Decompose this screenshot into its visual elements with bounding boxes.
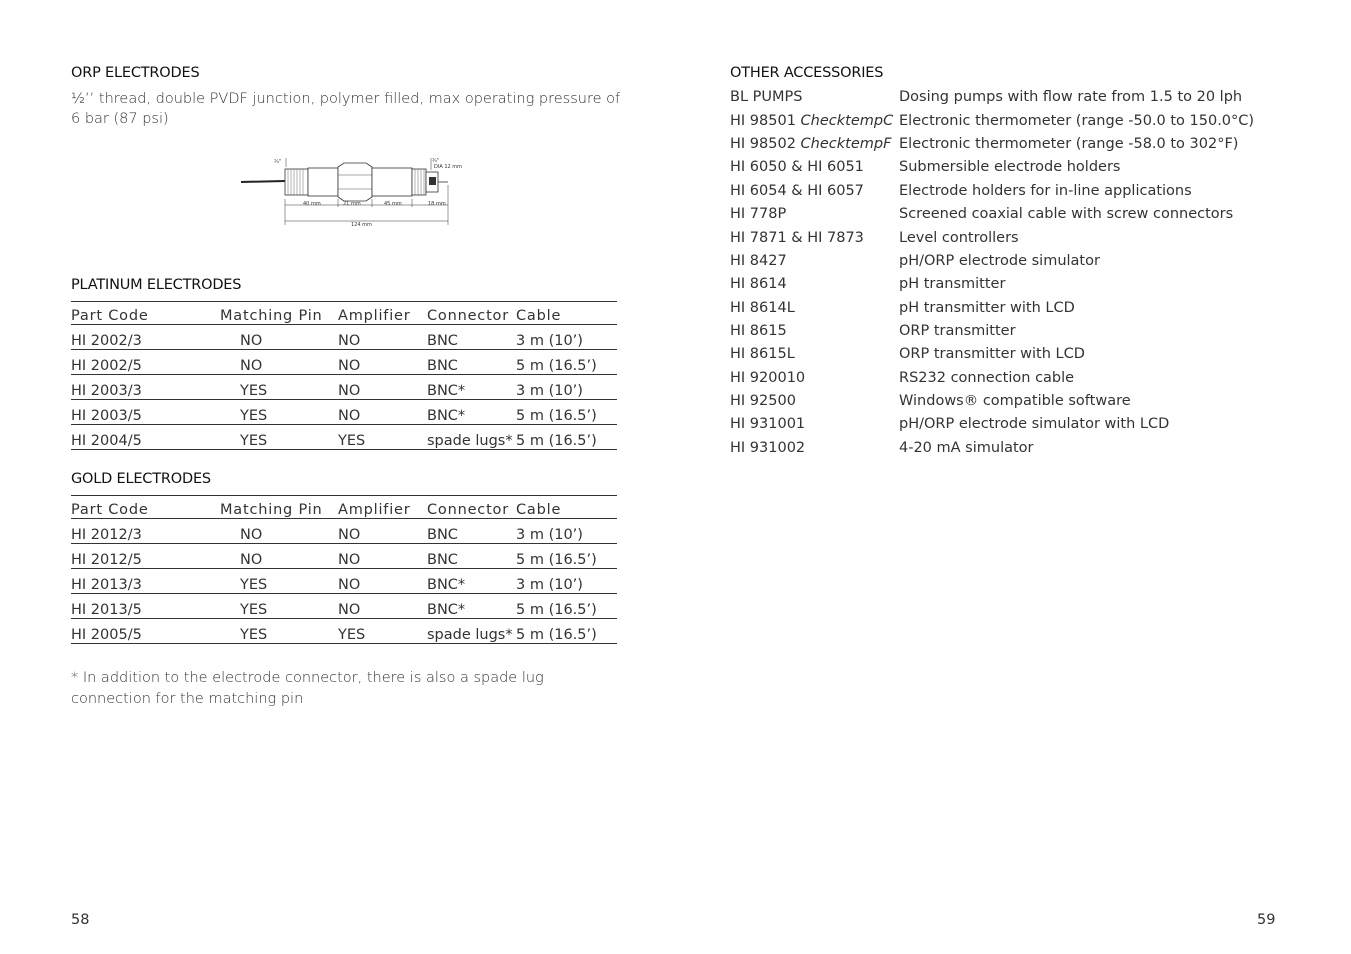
accessory-code (730, 206, 786, 222)
table-cell: BNC* (427, 400, 516, 425)
table-cell: NO (338, 350, 427, 375)
table-cell: NO (338, 400, 427, 425)
accessory-description: Electronic thermometer (range -50.0 to 150.0°C) (899, 113, 1255, 129)
table-cell: 3 m (10’) (516, 569, 617, 594)
platinum-table (71, 301, 617, 450)
table-cell: BNC (427, 350, 516, 375)
column-header: Amplifier (338, 496, 427, 519)
table-header-row (71, 496, 617, 519)
table-cell: YES (338, 619, 427, 644)
accessory-description: RS232 connection cable (899, 370, 1075, 386)
table-cell: HI 2003/5 (71, 400, 220, 425)
table-cell: NO (338, 569, 427, 594)
table-cell: BNC* (427, 569, 516, 594)
accessory-code-text: HI 8615L (730, 346, 795, 362)
accessory-description: Screened coaxial cable with screw connectors (899, 206, 1234, 222)
diagram-label-thread-left: ¾" (274, 159, 282, 165)
table-row (71, 325, 617, 350)
accessory-description: pH transmitter with LCD (899, 300, 1075, 316)
table-cell: BNC* (427, 375, 516, 400)
table-row (71, 519, 617, 544)
accessory-code (730, 393, 796, 409)
accessory-code-text: HI 778P (730, 206, 787, 222)
table-header-row (71, 302, 617, 325)
diagram-dim-4: 18 mm (428, 201, 446, 207)
table-cell: NO (338, 519, 427, 544)
page-number-left: 58 (71, 912, 90, 928)
diagram-dim-2: 21 mm (343, 201, 361, 207)
table-cell: YES (220, 619, 338, 644)
page-number-right: 59 (1257, 912, 1276, 928)
table-row (71, 544, 617, 569)
column-header: Part Code (71, 302, 220, 325)
table-row (71, 594, 617, 619)
accessory-description: ORP transmitter (899, 323, 1016, 339)
accessories-heading: OTHER ACCESSORIES (730, 65, 884, 81)
table-cell: spade lugs* (427, 619, 516, 644)
table-cell: 5 m (16.5’) (516, 425, 617, 450)
table-cell: HI 2005/5 (71, 619, 220, 644)
table-cell: 3 m (10’) (516, 325, 617, 350)
table-cell: 3 m (10’) (516, 375, 617, 400)
accessory-description: pH/ORP electrode simulator with LCD (899, 416, 1170, 432)
accessory-code (730, 300, 795, 316)
table-cell: HI 2004/5 (71, 425, 220, 450)
accessory-code-text: HI 92500 (730, 393, 796, 409)
table-row (71, 375, 617, 400)
table-cell: YES (220, 425, 338, 450)
accessory-code-text: HI 8614 (730, 276, 787, 292)
accessory-code-text: HI 8614L (730, 300, 795, 316)
accessory-code (730, 323, 787, 339)
table-cell: HI 2002/5 (71, 350, 220, 375)
table-cell: NO (220, 325, 338, 350)
accessory-code-text: HI 8615 (730, 323, 787, 339)
accessory-code-text: HI 6054 & HI 6057 (730, 183, 864, 199)
accessory-code-model: ChecktempC (800, 113, 894, 129)
accessory-code (730, 89, 802, 105)
accessory-code-text: HI 98501 (730, 113, 801, 129)
footnote: * In addition to the electrode connector, there is also a spade lug connection for the matching pin (71, 670, 544, 707)
diagram-dim-total: 124 mm (351, 222, 372, 228)
column-header: Connector (427, 302, 516, 325)
accessory-code-model: ChecktempF (800, 136, 892, 152)
accessory-code (730, 370, 805, 386)
table-cell: YES (338, 425, 427, 450)
table-cell: spade lugs* (427, 425, 516, 450)
table-cell: YES (220, 569, 338, 594)
accessory-code (730, 159, 864, 175)
accessory-description: pH transmitter (899, 276, 1006, 292)
table-row (71, 569, 617, 594)
table-cell: HI 2013/5 (71, 594, 220, 619)
orp-description: ½’’ thread, double PVDF junction, polymer filled, max operating pressure of 6 bar (87 psi) (71, 91, 621, 127)
table-cell: BNC (427, 325, 516, 350)
diagram-label-dia: DIA 12 mm (434, 164, 463, 170)
column-header: Part Code (71, 496, 220, 519)
accessory-code-text: HI 931002 (730, 440, 806, 456)
table-cell: NO (220, 519, 338, 544)
table-row (71, 400, 617, 425)
table-cell: NO (220, 544, 338, 569)
accessory-code-text: BL PUMPS (730, 89, 803, 105)
table-cell: 5 m (16.5’) (516, 400, 617, 425)
accessory-code (730, 440, 805, 456)
accessory-code-text: HI 6050 & HI 6051 (730, 159, 864, 175)
gold-heading: GOLD ELECTRODES (71, 471, 211, 487)
column-header: Amplifier (338, 302, 427, 325)
table-cell: BNC* (427, 594, 516, 619)
column-header: Connector (427, 496, 516, 519)
table-cell: HI 2003/3 (71, 375, 220, 400)
table-cell: 5 m (16.5’) (516, 544, 617, 569)
table-cell: 3 m (10’) (516, 519, 617, 544)
accessory-code (730, 183, 864, 199)
accessory-code (730, 136, 891, 152)
column-header: Cable (516, 302, 617, 325)
accessory-code-text: HI 931001 (730, 416, 806, 432)
column-header: Cable (516, 496, 617, 519)
accessory-description: ORP transmitter with LCD (899, 346, 1085, 362)
gold-table (71, 495, 617, 644)
accessory-code (730, 346, 795, 362)
table-cell: NO (338, 594, 427, 619)
platinum-heading: PLATINUM ELECTRODES (71, 277, 242, 293)
accessory-description: pH/ORP electrode simulator (899, 253, 1100, 269)
accessory-description: Dosing pumps with flow rate from 1.5 to 20 lph (899, 89, 1243, 105)
accessory-code (730, 416, 805, 432)
accessory-description: Submersible electrode holders (899, 159, 1121, 175)
table-cell: HI 2012/5 (71, 544, 220, 569)
orp-heading: ORP ELECTRODES (71, 65, 200, 81)
accessory-code-text: HI 920010 (730, 370, 806, 386)
diagram-dim-1: 40 mm (303, 201, 321, 207)
accessory-description: Electrode holders for in-line applications (899, 183, 1192, 199)
table-cell: NO (220, 350, 338, 375)
column-header: Matching Pin (220, 302, 338, 325)
table-cell: 5 m (16.5’) (516, 619, 617, 644)
accessory-description: Windows® compatible software (899, 393, 1131, 409)
diagram-label-thread-right: ¾" (432, 158, 440, 164)
table-cell: 5 m (16.5’) (516, 350, 617, 375)
accessory-code (730, 253, 787, 269)
accessory-code-text: HI 98502 (730, 136, 801, 152)
diagram-dim-3: 45 mm (384, 201, 402, 207)
table-cell: BNC (427, 519, 516, 544)
column-header: Matching Pin (220, 496, 338, 519)
accessory-code-text: HI 8427 (730, 253, 787, 269)
table-cell: HI 2002/3 (71, 325, 220, 350)
table-cell: NO (338, 375, 427, 400)
accessory-code (730, 113, 893, 129)
accessory-code (730, 276, 787, 292)
table-row (71, 425, 617, 450)
table-cell: BNC (427, 544, 516, 569)
electrode-diagram (238, 155, 478, 230)
accessory-description: Level controllers (899, 230, 1019, 246)
table-cell: YES (220, 594, 338, 619)
accessory-code-text: HI 7871 & HI 7873 (730, 230, 864, 246)
table-cell: HI 2012/3 (71, 519, 220, 544)
table-cell: NO (338, 544, 427, 569)
table-cell: HI 2013/3 (71, 569, 220, 594)
table-cell: YES (220, 400, 338, 425)
table-cell: NO (338, 325, 427, 350)
accessory-description: Electronic thermometer (range -58.0 to 302°F) (899, 136, 1239, 152)
accessory-code (730, 230, 864, 246)
accessory-description: 4-20 mA simulator (899, 440, 1034, 456)
table-cell: 5 m (16.5’) (516, 594, 617, 619)
table-row (71, 350, 617, 375)
table-cell: YES (220, 375, 338, 400)
table-row (71, 619, 617, 644)
